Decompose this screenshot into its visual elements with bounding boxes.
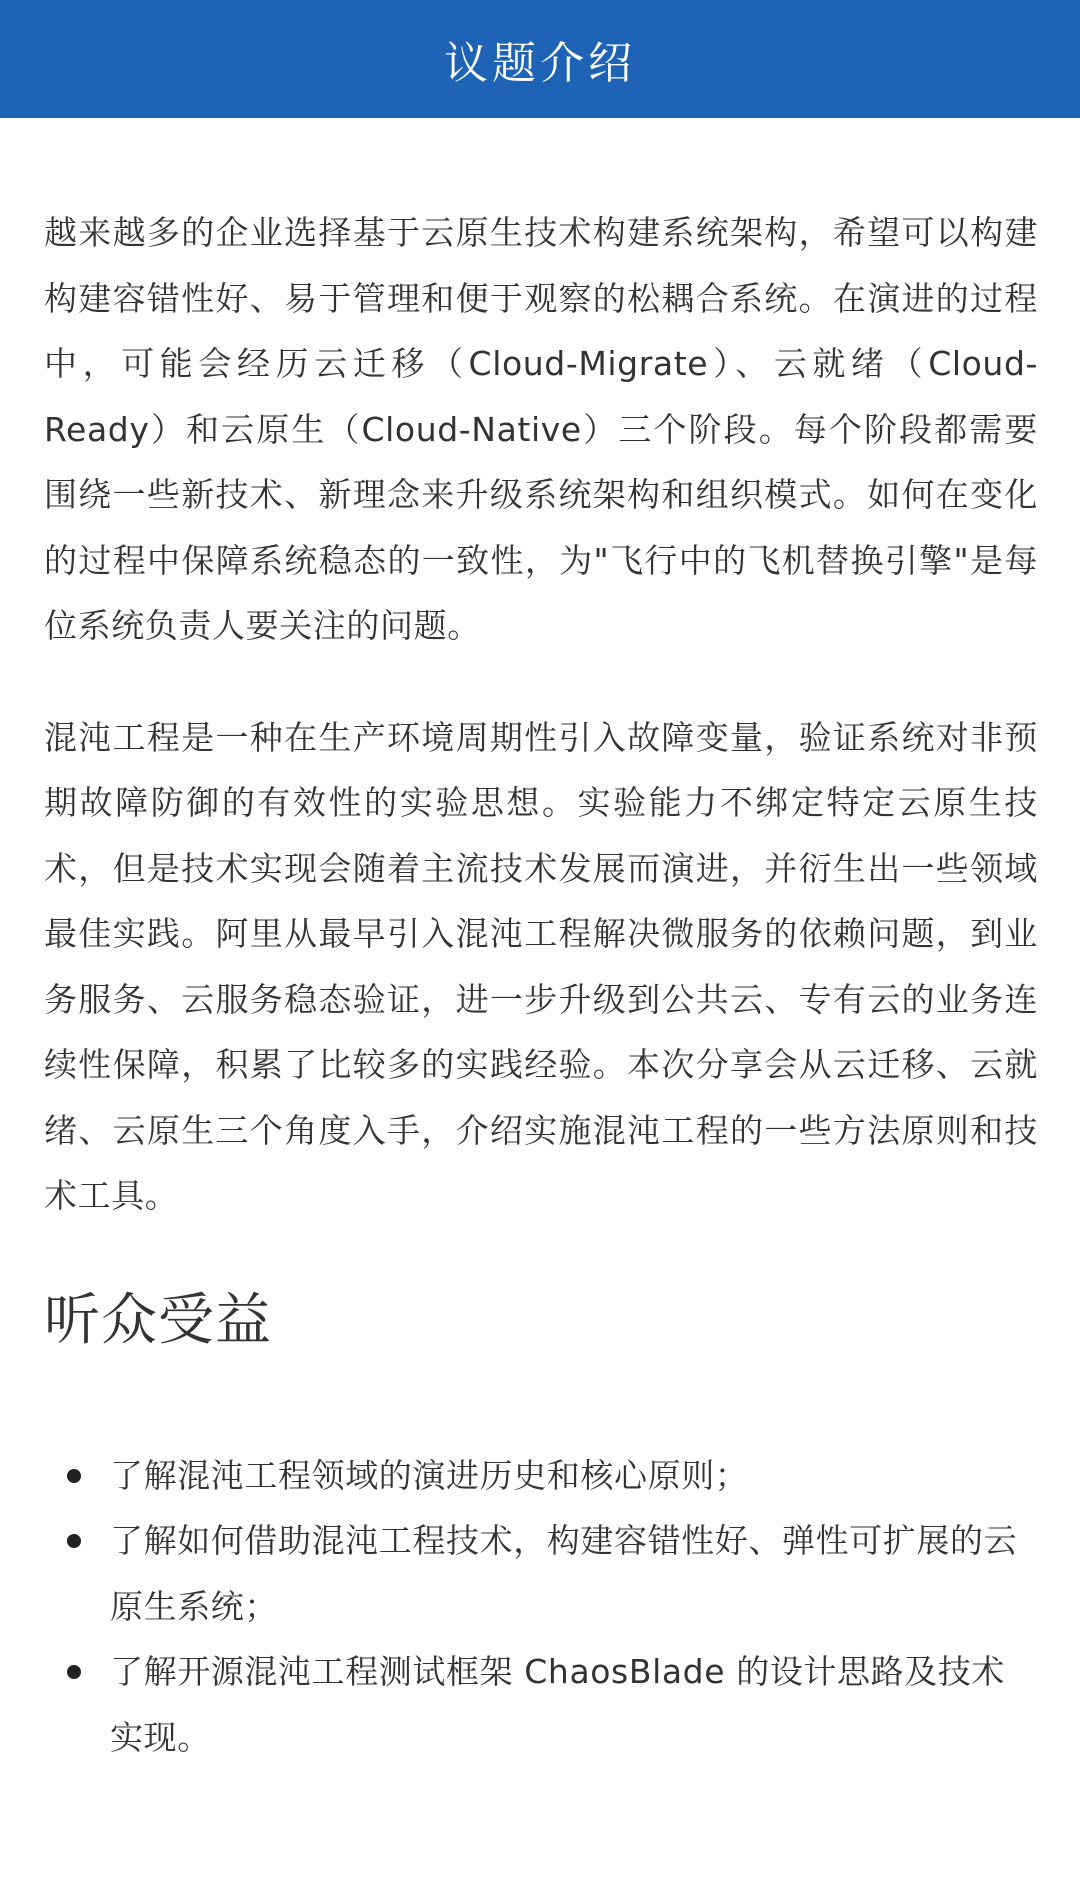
bullet-dot-icon — [67, 1665, 81, 1679]
list-item-text: 了解开源混沌工程测试框架 ChaosBlade 的设计思路及技术实现。 — [110, 1652, 1006, 1757]
list-item — [44, 1639, 1038, 1770]
article-body — [44, 200, 1038, 1770]
page-title: 议题介绍 — [444, 38, 636, 89]
list-item-text: 了解混沌工程领域的演进历史和核心原则； — [110, 1455, 749, 1495]
header-banner — [0, 0, 1080, 118]
list-item-text: 了解如何借助混沌工程技术，构建容错性好、弹性可扩展的云原生系统； — [110, 1521, 1018, 1626]
list-item — [44, 1443, 1038, 1509]
benefits-heading: 听众受益 — [44, 1287, 272, 1353]
intro-paragraph-1: 越来越多的企业选择基于云原生技术构建系统架构，希望可以构建构建容错性好、易于管理和便于观察的松耦合系统。在演进的过程中，可能会经历云迁移（Cloud-Migrate）、云就绪（Cloud-Ready）和云原生（Cloud-Native）三个阶段。每个阶段都需要围绕一些新技术、新理念来升级系统架构和组织模式。如何在变化的过程中保障系统稳态的一致性，为"飞行中的飞机替换引擎"是每位系统负责人要关注的问题。 — [44, 213, 1038, 645]
benefits-list — [44, 1443, 1038, 1771]
list-item — [44, 1508, 1038, 1639]
bullet-dot-icon — [67, 1534, 81, 1548]
intro-paragraph-2: 混沌工程是一种在生产环境周期性引入故障变量，验证系统对非预期故障防御的有效性的实验思想。实验能力不绑定特定云原生技术，但是技术实现会随着主流技术发展而演进，并衍生出一些领域最佳实践。阿里从最早引入混沌工程解决微服务的依赖问题，到业务服务、云服务稳态验证，进一步升级到公共云、专有云的业务连续性保障，积累了比较多的实践经验。本次分享会从云迁移、云就绪、云原生三个角度入手，介绍实施混沌工程的一些方法原则和技术工具。 — [44, 717, 1038, 1215]
bullet-dot-icon — [67, 1469, 81, 1483]
